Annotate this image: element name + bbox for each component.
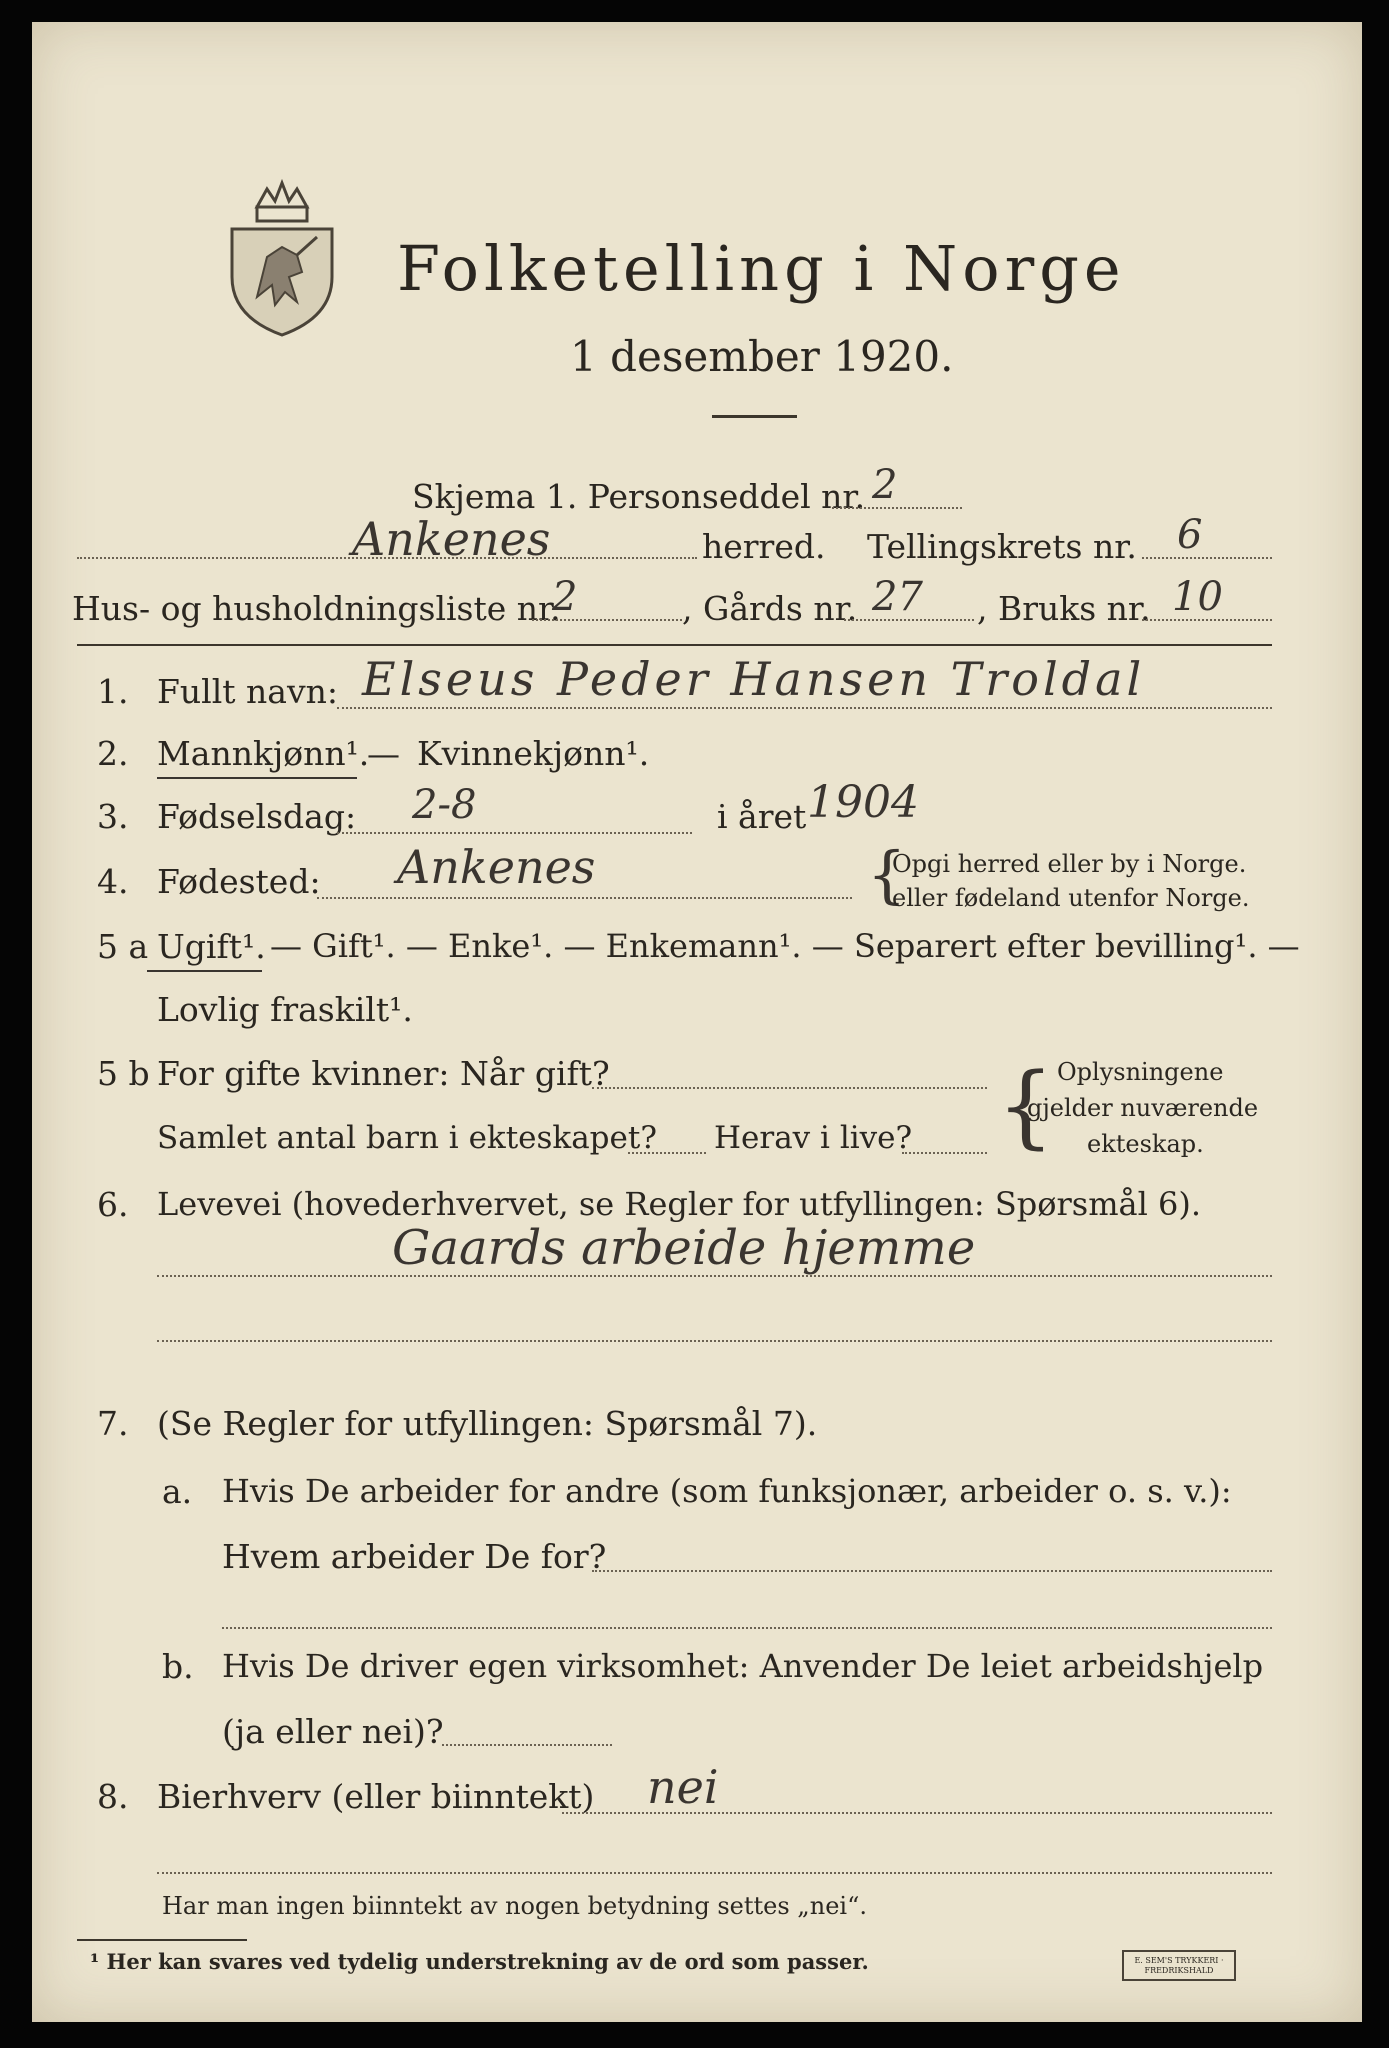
q2-male-option[interactable]: Mannkjønn¹.	[157, 734, 370, 773]
q7b-letter: b.	[162, 1647, 194, 1686]
q4-value[interactable]: Ankenes	[397, 840, 596, 894]
q8-number: 8.	[97, 1777, 129, 1816]
q7a-text: Hvis De arbeider for andre (som funksjonær, arbeider o. s. v.):	[222, 1472, 1232, 1510]
q1-number: 1.	[97, 672, 129, 711]
q4-number: 4.	[97, 862, 129, 901]
herred-label: herred.	[702, 527, 826, 566]
q8-field-line-2	[157, 1872, 1272, 1874]
q5b-note-3: ekteskap.	[1087, 1130, 1204, 1158]
q5b-number: 5 b	[97, 1054, 150, 1093]
q5a-other-options[interactable]: — Gift¹. — Enke¹. — Enkemann¹. — Separert efter bevilling¹. —	[270, 927, 1300, 965]
q3-year-value[interactable]: 1904	[807, 777, 919, 828]
q5b-alive-label: Herav i live?	[714, 1120, 913, 1156]
q3-number: 3.	[97, 797, 129, 836]
q4-label: Fødested:	[157, 862, 321, 901]
q7-number: 7.	[97, 1404, 129, 1443]
bruks-label: , Bruks nr.	[977, 589, 1151, 628]
q5b-married-field-line	[592, 1087, 987, 1089]
q7a-field-line-2	[222, 1627, 1272, 1629]
q4-brace: {	[867, 838, 907, 911]
q6-value[interactable]: Gaards arbeide hjemme	[392, 1220, 976, 1276]
q7a-field-line-1	[592, 1570, 1272, 1572]
q3-year-label: i året	[717, 797, 807, 836]
krets-label: Tellingskrets nr.	[867, 527, 1137, 566]
q2-female-option[interactable]: Kvinnekjønn¹.	[417, 734, 650, 773]
q5a-number: 5 a	[97, 927, 149, 966]
q2-number: 2.	[97, 734, 129, 773]
q5b-label: For gifte kvinner: Når gift?	[157, 1054, 610, 1093]
hus-value[interactable]: 2	[552, 574, 578, 620]
q5a-ugift-underline	[147, 970, 262, 972]
q5b-note-2: gjelder nuværende	[1027, 1094, 1259, 1122]
title-divider	[712, 415, 797, 418]
header-divider	[77, 644, 1272, 646]
q7a-text-2: Hvem arbeider De for?	[222, 1537, 607, 1576]
q7b-field-line	[442, 1744, 612, 1746]
q7b-text-2: (ja eller nei)?	[222, 1712, 444, 1751]
q3-field-line	[337, 832, 692, 834]
q7a-letter: a.	[162, 1472, 193, 1511]
q5b-note-1: Oplysningene	[1057, 1058, 1224, 1086]
q3-label: Fødselsdag:	[157, 797, 357, 836]
nei-note: Har man ingen biinntekt av nogen betydning settes „nei“.	[162, 1892, 867, 1920]
skjema-label: Skjema 1. Personseddel nr.	[412, 477, 866, 516]
q8-value[interactable]: nei	[647, 1760, 719, 1814]
gards-value[interactable]: 27	[872, 574, 923, 620]
q5b-alive-field-line	[902, 1152, 987, 1154]
q1-value[interactable]: Elseus Peder Hansen Troldal	[362, 652, 1146, 706]
gards-label: , Gårds nr.	[682, 589, 858, 628]
printer-mark: E. SEM'S TRYKKERI · FREDRIKSHALD	[1122, 1950, 1236, 1981]
skjema-value[interactable]: 2	[872, 462, 898, 508]
q8-label: Bierhverv (eller biinntekt)	[157, 1777, 595, 1816]
q5a-ugift-option[interactable]: Ugift¹.	[157, 927, 266, 966]
coat-of-arms-icon	[227, 177, 337, 337]
q5b-children-label: Samlet antal barn i ekteskapet?	[157, 1120, 657, 1156]
q4-note-2: eller fødeland utenfor Norge.	[892, 884, 1250, 912]
q6-number: 6.	[97, 1185, 129, 1224]
krets-value[interactable]: 6	[1177, 512, 1203, 558]
form-date: 1 desember 1920.	[570, 332, 954, 381]
q5b-brace: {	[997, 1054, 1055, 1159]
herred-value[interactable]: Ankenes	[352, 512, 551, 566]
q4-note-1: Opgi herred eller by i Norge.	[892, 850, 1247, 878]
footnote: ¹ Her kan svares ved tydelig understrekning av de ord som passer.	[90, 1949, 869, 1974]
footnote-divider	[77, 1939, 247, 1941]
census-form-sheet	[32, 22, 1362, 2022]
q7b-text: Hvis De driver egen virksomhet: Anvender De leiet arbeidshjelp	[222, 1647, 1264, 1685]
q2-dash: —	[367, 734, 400, 773]
q1-label: Fullt navn:	[157, 672, 338, 711]
q1-field-line	[337, 707, 1272, 709]
q4-field-line	[317, 897, 852, 899]
bruks-value[interactable]: 10	[1172, 574, 1223, 620]
hus-label: Hus- og husholdningsliste nr.	[72, 589, 561, 628]
q7-label: (Se Regler for utfyllingen: Spørsmål 7).	[157, 1404, 818, 1443]
q5a-line-2[interactable]: Lovlig fraskilt¹.	[157, 990, 413, 1029]
krets-field-line	[1142, 557, 1272, 559]
q3-value[interactable]: 2-8	[412, 782, 477, 828]
q5b-children-field-line	[628, 1152, 706, 1154]
q6-label: Levevei (hovederhvervet, se Regler for utfyllingen: Spørsmål 6).	[157, 1185, 1202, 1223]
q6-field-line-2	[157, 1340, 1272, 1342]
q2-male-underline	[157, 777, 357, 779]
form-title: Folketelling i Norge	[397, 232, 1126, 305]
